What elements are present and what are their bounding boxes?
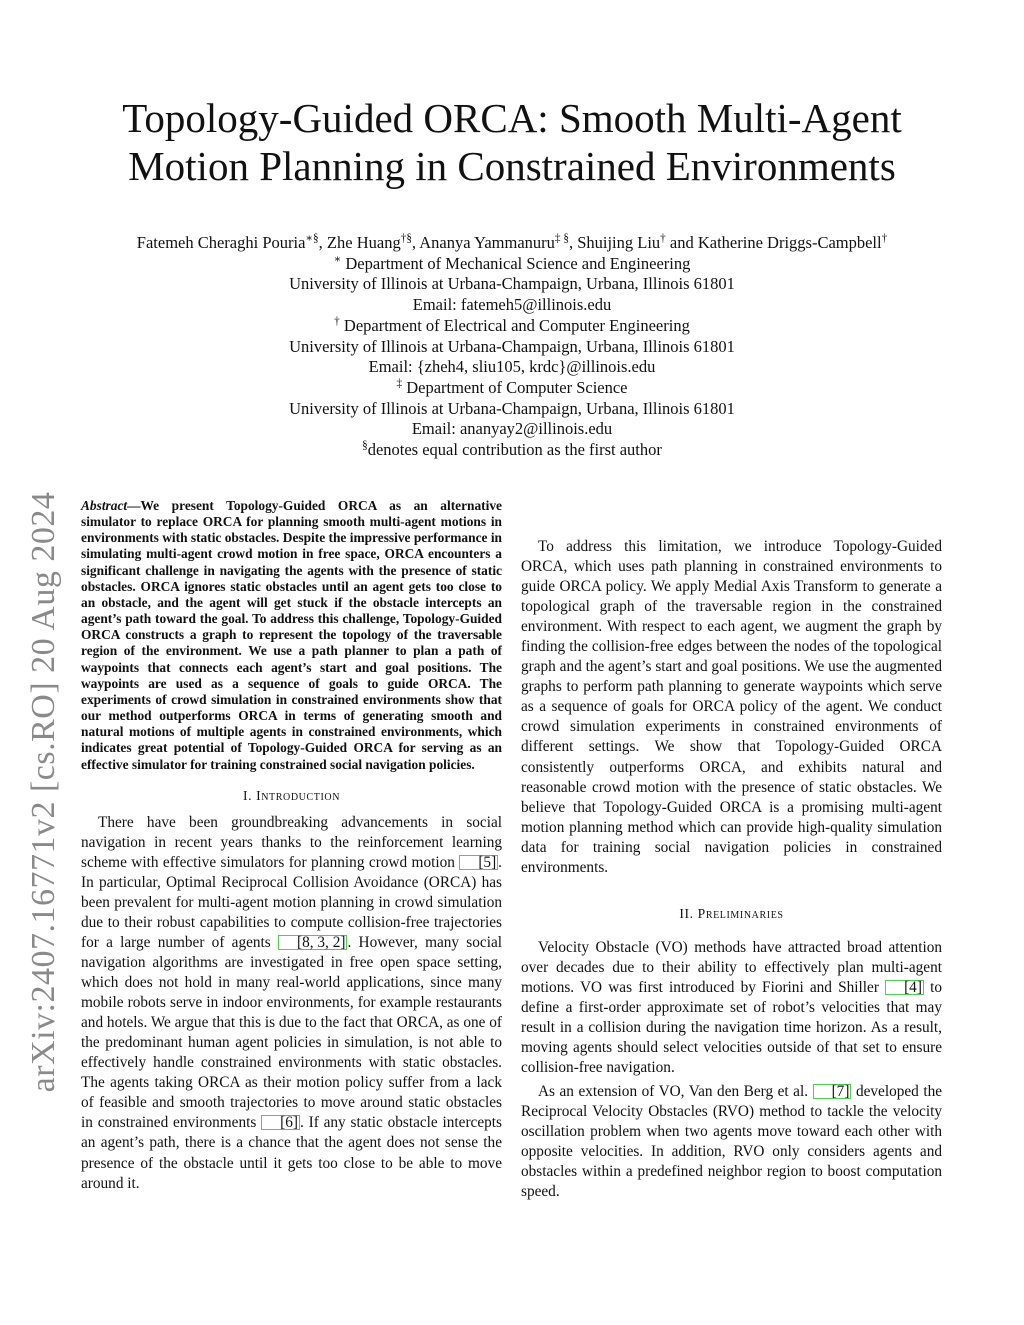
paragraph-text: . In particular, Optimal Reciprocal Collision Avoidance (ORCA) has been prevalent for multi-agent motion planning in crowd simulation due to their robust capabilities to compute collision-free trajectories for a large number of agents	[81, 853, 502, 951]
abstract-body: We present Topology-Guided ORCA as an alternative simulator to replace ORCA for planning smooth multi-agent motions in environments with static obstacles. Despite the impressive performance in simulating multi-agent crowd motion in free space, ORCA encounters a significant challenge in navigating the agents with the presence of static obstacles. ORCA ignores static obstacles until an agent gets too close to an obstacle, and the agent will get stuck if the obstacle intercepts an agent’s path toward the goal. To address this challenge, Topology-Guided ORCA constructs a graph to represent the topology of the traversable region of the environment. We use a path planner to plan a path of waypoints that connects each agent’s start and goal positions. The waypoints are used as a sequence of goals to guide ORCA. The experiments of crowd simulation in constrained environments show that our method outperforms ORCA in terms of generating smooth and natural motions of multiple agents in constrained environments, which indicates great potential of Topology-Guided ORCA for serving as an effective simulator for training constrained social navigation policies.	[81, 498, 502, 772]
intro-paragraph-2: To address this limitation, we introduce Topology-Guided ORCA, which uses path planning in constrained environments to guide ORCA policy. We apply Medial Axis Transform to generate a topological graph of the traversable region in the constrained environment. With respect to each agent, we augment the graph by finding the collision-free edges between the nodes of the topological graph and the agent’s start and goal positions. We use the augmented graphs to perform path planning to generate waypoints which serve as a sequence of goals for ORCA policy of the agent. We conduct crowd simulation experiments in constrained environments of different settings. We show that Topology-Guided ORCA consistently outperforms ORCA, and exhibits natural and reasonable crowd motion with the presence of static obstacles. We believe that Topology-Guided ORCA is a promising multi-agent motion planning method which can provide high-quality simulation data for training social navigation policies in constrained environments.	[521, 538, 942, 876]
author-name: Zhe Huang	[326, 233, 401, 252]
author-mark: †§	[400, 232, 412, 245]
affiliation-university: University of Illinois at Urbana-Champaign, Urbana, Illinois 61801	[289, 398, 735, 418]
affiliation-email: Email: ananyay2@illinois.edu	[411, 419, 613, 439]
separator: ,	[411, 233, 420, 252]
left-column	[81, 498, 502, 1194]
separator: ,	[568, 233, 578, 252]
citation-link[interactable]: [5]	[459, 855, 498, 870]
prelim-paragraph-2	[521, 1082, 942, 1202]
note-mark: §	[362, 439, 368, 452]
author-block	[60, 233, 964, 461]
paper-title: Topology-Guided ORCA: Smooth Multi-Agent Motion Planning in Constrained Environments	[122, 95, 902, 189]
dept-text: Department of Computer Science	[402, 377, 628, 397]
citation-link[interactable]: [4]	[885, 980, 924, 995]
dept-text: Department of Electrical and Computer Engineering	[339, 315, 690, 335]
section-heading-introduction: I. Introduction	[242, 787, 341, 803]
paragraph-text: developed the Reciprocal Velocity Obstacles (RVO) method to tackle the velocity oscillation problem when two agents move toward each other with opposite velocities. In addition, RVO only considers agents and obstacles within a predefined neighbor region to boost computation speed.	[521, 1083, 943, 1201]
abstract	[81, 498, 502, 773]
citation-link[interactable]: [6]	[261, 1115, 300, 1130]
citation-link[interactable]: [7]	[813, 1084, 852, 1099]
author-list	[60, 233, 964, 254]
affiliation-mark: †	[334, 315, 340, 328]
author-mark: †	[660, 232, 666, 245]
note-text: denotes equal contribution as the first author	[367, 440, 662, 460]
arxiv-identifier: arXiv:2407.16771v2 [cs.RO] 20 Aug 2024	[25, 491, 62, 1093]
paragraph-text: There have been groundbreaking advancements in social navigation in recent years thanks to the reinforcement learning scheme with effective simulators for planning crowd motion	[81, 813, 502, 871]
paragraph-text: to define a first-order approximate set of robot’s velocities that may result in a collision during the navigation time horizon. As a result, moving agents should select velocities outside of that set to ensure collision-free navigation.	[521, 978, 942, 1077]
affiliation-university: University of Illinois at Urbana-Champaign, Urbana, Illinois 61801	[289, 274, 735, 294]
separator: ,	[318, 233, 327, 252]
author-name: Fatemeh Cheraghi Pouria	[136, 233, 306, 252]
author-name: Ananya Yammanuru	[419, 233, 555, 252]
author-mark: †	[881, 232, 888, 245]
affiliation-dept	[60, 316, 964, 337]
abstract-dash: —	[127, 498, 141, 513]
author-mark: ‡ §	[554, 232, 569, 245]
right-column	[521, 496, 942, 1202]
intro-paragraph-1	[81, 813, 502, 1194]
affiliation-email: Email: {zheh4, sliu105, krdc}@illinois.edu	[368, 357, 656, 377]
dept-text: Department of Mechanical Science and Engineering	[341, 253, 691, 273]
abstract-label: Abstract	[81, 498, 128, 513]
affiliation-mark: ∗	[333, 253, 342, 266]
citation-link[interactable]: [8, 3, 2]	[278, 935, 347, 950]
affiliation-email: Email: fatemeh5@illinois.edu	[412, 295, 612, 315]
paragraph-text: . However, many social navigation algorithms are investigated in free open space setting, which does not hold in many real-world applications, since many mobile robots serve in indoor environments, for example restaurants and hotels. We argue that this is due to the fact that ORCA, as one of the predominant human agent policies in simulation, is not able to effectively handle constrained environments with static obstacles. The agents taking ORCA as their motion policy suffer from a lack of feasible and smooth trajectories to move around static obstacles in constrained environments	[81, 933, 502, 1132]
paragraph-text: . If any static obstacle intercepts an agent’s path, there is a chance that the agent does not sense the presence of the obstacle until it gets too close to be able to move around it.	[81, 1114, 502, 1192]
author-name: Katherine Driggs-Campbell	[697, 233, 882, 252]
affiliation-mark: ‡	[396, 377, 403, 390]
affiliation-university: University of Illinois at Urbana-Champaign, Urbana, Illinois 61801	[289, 336, 735, 356]
paragraph-text: Velocity Obstacle (VO) methods have attracted broad attention over decades due to their ability to effectively plan multi-agent motions. VO was first introduced by Fiorini and Shiller	[521, 938, 942, 996]
author-mark: ∗§	[305, 232, 319, 245]
separator: and	[665, 233, 698, 252]
section-heading-preliminaries: II. Preliminaries	[679, 905, 784, 921]
prelim-paragraph-1	[521, 938, 942, 1078]
affiliation-dept	[60, 378, 964, 399]
author-name: Shuijing Liu	[577, 233, 661, 252]
equal-contribution-note	[60, 440, 964, 461]
paragraph-text: As an extension of VO, Van den Berg et al.	[538, 1083, 813, 1101]
affiliation-dept	[60, 254, 964, 275]
